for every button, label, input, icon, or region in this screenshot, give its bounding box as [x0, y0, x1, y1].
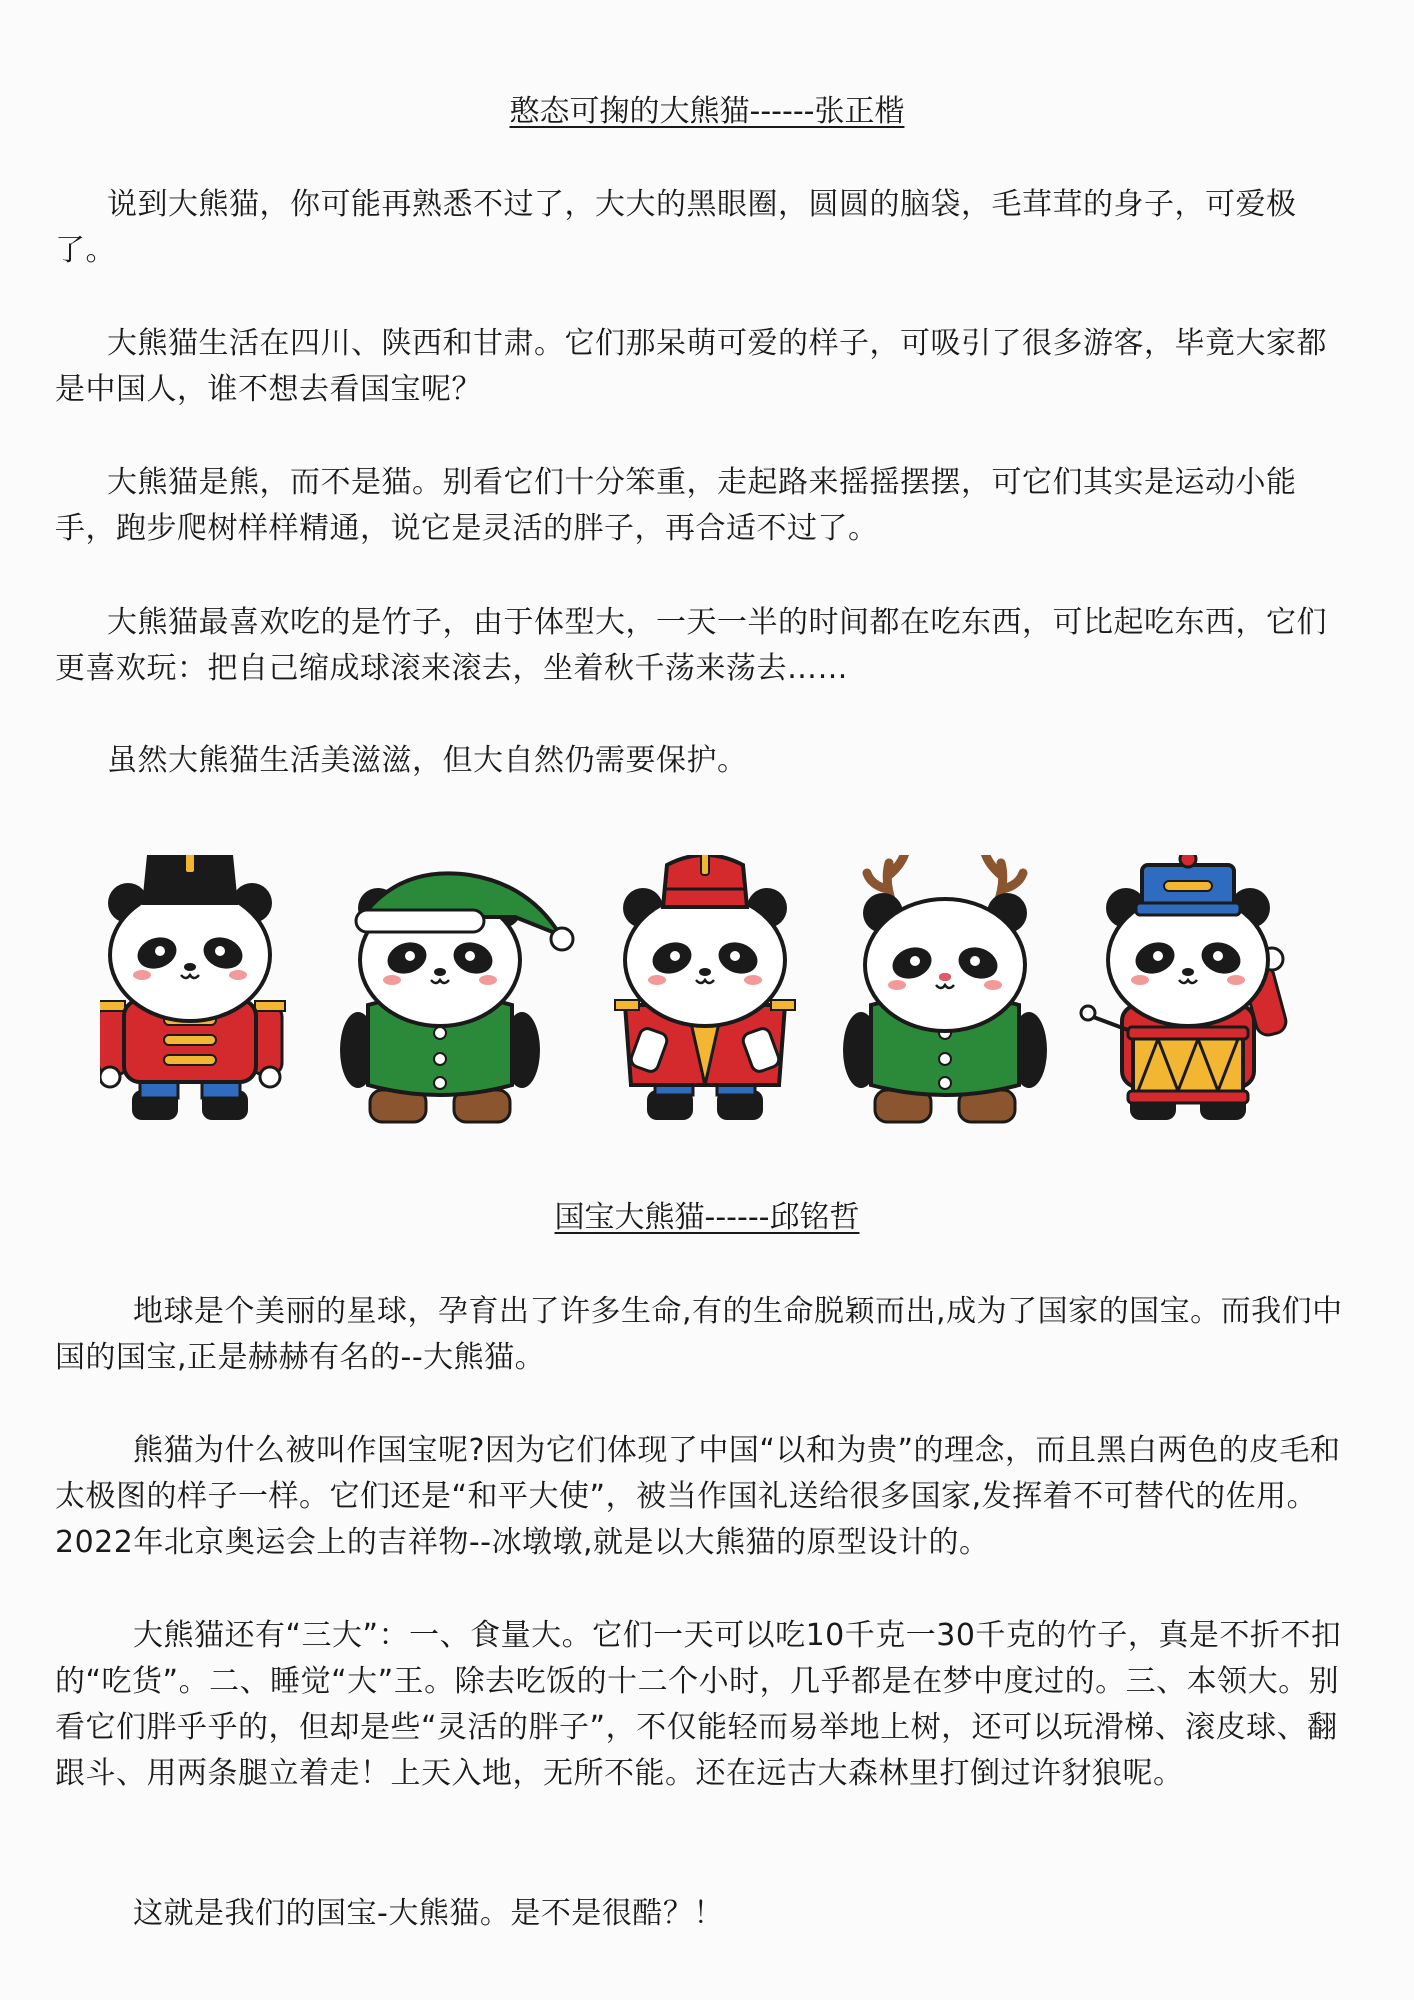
article2-paragraph-1: 地球是个美丽的星球，孕育出了许多生命,有的生命脱颖而出,成为了国家的国宝。而我们中国的国宝,正是赫赫有名的--大熊猫。 — [55, 1294, 1343, 1375]
article2-paragraph-3: 大熊猫还有“三大”：一、食量大。它们一天可以吃10千克一30千克的竹子，真是不折不扣的“吃货”。二、睡觉“大”王。除去吃饭的十二个小时，几乎都是在梦中度过的。三、本领大。别看它们胖乎乎的，但却是些“灵活的胖子”，不仅能轻而易举地上树，还可以玩滑梯、滚皮球、翻跟斗、用两条腿立着走！上天入地，无所不能。还在远古大森林里打倒过许豺狼呢。 — [55, 1618, 1342, 1791]
reindeer-panda — [843, 855, 1047, 1122]
article1-paragraph-4: 大熊猫最喜欢吃的是竹子，由于体型大，一天一半的时间都在吃东西，可比起吃东西，它们更喜欢玩：把自己缩成球滚来滚去，坐着秋千荡来荡去…… — [55, 605, 1327, 686]
article2-title: 国宝大熊猫------邱铭哲 — [554, 1200, 860, 1235]
article1-paragraph-3: 大熊猫是熊，而不是猫。别看它们十分笨重，走起路来摇摇摆摆，可它们其实是运动小能手，跑步爬树样样精通，说它是灵活的胖子，再合适不过了。 — [55, 465, 1297, 546]
panda-group-image — [100, 855, 1340, 1140]
article2-paragraph-2: 熊猫为什么被叫作国宝呢?因为它们体现了中国“以和为贵”的理念，而且黑白两色的皮毛和太极图的样子一样。它们还是“和平大使”，被当作国礼送给很多国家,发挥着不可替代的佐用。2022年北京奥运会上的吉祥物--冰墩墩,就是以大熊猫的原型设计的。 — [55, 1433, 1341, 1560]
article1-title: 憨态可掬的大熊猫------张正楷 — [509, 94, 905, 129]
article1-paragraph-2: 大熊猫生活在四川、陕西和甘肃。它们那呆萌可爱的样子，可吸引了很多游客，毕竟大家都是中国人，谁不想去看国宝呢？ — [55, 326, 1327, 407]
article2-paragraph-4: 这就是我们的国宝-大熊猫。是不是很酷？！ — [133, 1896, 724, 1931]
drummer-panda — [1081, 855, 1289, 1120]
article1-paragraph-5: 虽然大熊猫生活美滋滋，但大自然仍需要保护。 — [107, 743, 748, 778]
fez-panda — [615, 855, 795, 1120]
panda-illustration — [100, 855, 1340, 1140]
nutcracker-panda — [100, 855, 285, 1120]
elf-hat-panda — [340, 873, 573, 1122]
article1-paragraph-1: 说到大熊猫，你可能再熟悉不过了，大大的黑眼圈，圆圆的脑袋，毛茸茸的身子，可爱极了。 — [55, 187, 1297, 268]
